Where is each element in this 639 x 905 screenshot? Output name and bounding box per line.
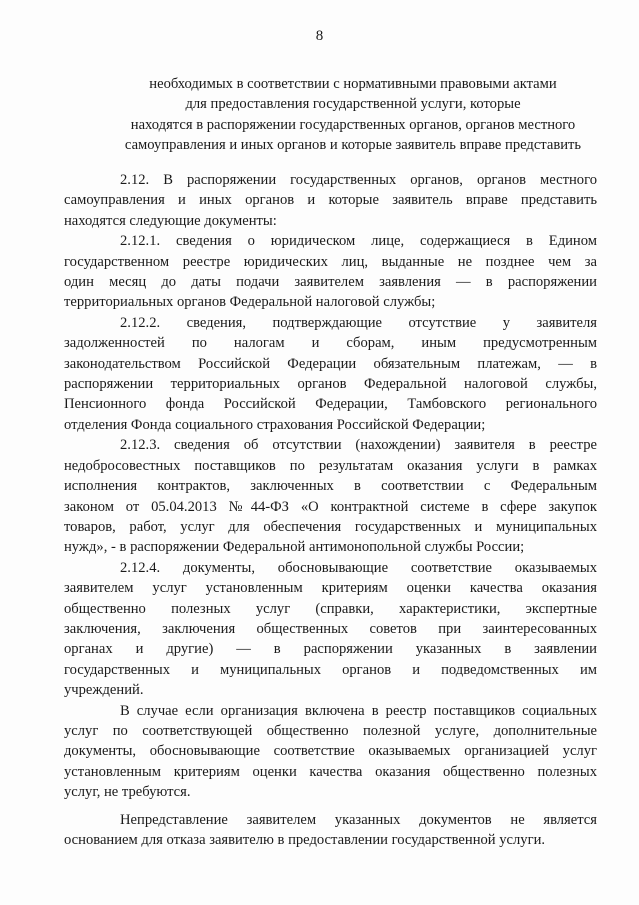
paragraph-2-12-2 — [64, 313, 597, 435]
paragraph-line: отделения Фонда социального страхования Российской Федерации; — [64, 416, 486, 433]
paragraph-line: В случае если организация включена в реестр поставщиков социальных — [120, 702, 597, 719]
paragraph-line: заявителем услуг установленным критериям оценки качества оказания — [64, 580, 597, 597]
paragraph-registry-note — [64, 701, 597, 803]
paragraph-line: находятся следующие документы: — [64, 212, 277, 229]
paragraph-line: 2.12.1. сведения о юридическом лице, содержащиеся в Едином — [120, 233, 597, 250]
paragraph-line: Непредставление заявителем указанных документов не является — [120, 811, 597, 828]
paragraph-line: 2.12. В распоряжении государственных органов, органов местного — [120, 172, 597, 188]
paragraph-line: заключения, заключения общественных советов при заинтересованных — [64, 620, 597, 637]
paragraph-2-12 — [64, 170, 597, 231]
paragraph-line: государственном реестре юридических лиц, выданные не позднее чем за — [64, 253, 597, 270]
heading-line: необходимых в соответствии с нормативными правовыми актами — [149, 76, 557, 92]
page-number: 8 — [315, 28, 324, 44]
paragraph-line: услуг, не требуются. — [64, 784, 191, 801]
paragraph-line: распоряжении территориальных органов Федеральной налоговой службы, — [64, 376, 597, 393]
paragraph-line: государственных и муниципальных органов и подведомственных им — [64, 661, 597, 678]
paragraph-line: законом от 05.04.2013 №44-ФЗ «О контрактной системе в сфере закупок — [64, 498, 597, 515]
paragraph-line: общественно полезных услуг (справки, характеристики, экспертные — [64, 600, 597, 617]
paragraph-line: 2.12.3. сведения об отсутствии (нахождении) заявителя в реестре — [120, 437, 597, 454]
paragraph-spacer — [64, 803, 597, 810]
paragraph-line: основанием для отказа заявителю в предоставлении государственной услуги. — [64, 832, 546, 848]
paragraph-line: документы, обосновывающие соответствие оказываемых организацией услуг — [64, 743, 597, 760]
paragraph-line: задолженностей по налогам и сборам, иным предусмотренным — [64, 335, 597, 352]
paragraph-line: один месяц до даты подачи заявителем заявления — в распоряжении — [64, 274, 597, 291]
paragraph-line: недобросовестных поставщиков по результатам оказания услуги в рамках — [64, 457, 597, 474]
document-body — [64, 170, 597, 850]
paragraph-line: товаров, работ, услуг для обеспечения государственных и муниципальных — [64, 518, 597, 535]
paragraph-line: 2.12.2. сведения, подтверждающие отсутствие у заявителя — [120, 314, 597, 331]
paragraph-line: органах и другие) — в распоряжении указанных в заявлении — [64, 641, 597, 658]
paragraph-2-12-4 — [64, 558, 597, 701]
paragraph-line: самоуправления и иных органов и которые заявитель вправе представить — [64, 192, 597, 209]
paragraph-non-submission — [64, 810, 597, 851]
paragraph-line: 2.12.4. документы, обосновывающие соответствие оказываемых — [120, 559, 597, 576]
paragraph-line: территориальных органов Федеральной налоговой службы; — [64, 294, 436, 311]
paragraph-line: услуг по соответствующей общественно полезной услуге, дополнительные — [64, 722, 597, 739]
heading-line: самоуправления и иных органов и которые заявитель вправе представить — [124, 136, 582, 153]
paragraph-line: нужд», - в распоряжении Федеральной антимонопольной службы России; — [64, 539, 525, 556]
heading-line: для предоставления государственной услуги, которые — [185, 96, 521, 113]
paragraph-line: установленным критериям оценки качества оказания общественно полезных — [64, 763, 597, 780]
paragraph-line: учреждений. — [64, 682, 144, 699]
paragraph-2-12-1 — [64, 231, 597, 313]
paragraph-line: Пенсионного фонда Российской Федерации, Тамбовского регионального — [64, 396, 597, 413]
section-heading — [118, 74, 588, 155]
paragraph-line: исполнения контрактов, заключенных в соответствии с Федеральным — [64, 478, 597, 495]
paragraph-2-12-3 — [64, 435, 597, 557]
paragraph-line: законодательством Российской Федерации обязательным платежам, — в — [64, 355, 597, 372]
heading-line: находятся в распоряжении государственных органов, органов местного — [130, 116, 576, 133]
